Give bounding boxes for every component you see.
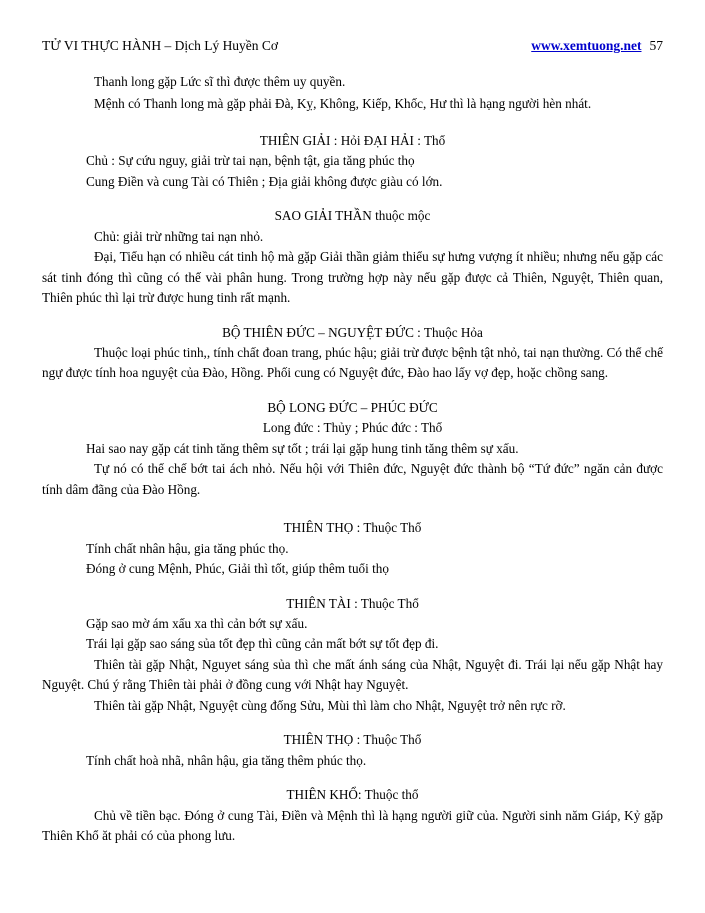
section-heading-thien-kho: THIÊN KHỔ: Thuộc thổ xyxy=(286,787,419,803)
section-heading-thien-tai: THIÊN TÀI : Thuộc Thổ xyxy=(286,595,419,611)
section-heading-thien-giai: THIÊN GIẢI : Hỏi ĐẠI HẢI : Thổ xyxy=(259,132,446,148)
thien-tai-paragraph-2: Thiên tài gặp Nhật, Nguyệt cùng đống Sửu, Mùi thì làm cho Nhật, Nguyệt trở nên rực rỡ. xyxy=(94,697,566,713)
document-body xyxy=(42,72,663,847)
section-heading-thien-duc: BỘ THIÊN ĐỨC – NGUYỆT ĐỨC : Thuộc Hỏa xyxy=(222,324,483,340)
intro-line-2: Mệnh có Thanh long mà gặp phải Đà, Kỵ, Không, Kiếp, Khốc, Hư thì là hạng người hèn nhát. xyxy=(94,96,592,112)
page-header xyxy=(42,38,663,54)
section-heading-long-duc: BỘ LONG ĐỨC – PHÚC ĐỨC xyxy=(267,399,438,415)
long-duc-subheading: Long đức : Thủy ; Phúc đức : Thổ xyxy=(262,420,443,436)
section-heading-giai-than: SAO GIẢI THẦN thuộc mộc xyxy=(274,208,431,224)
thien-tai-line-1: Gặp sao mờ ám xấu xa thì cản bớt sự xấu. xyxy=(86,615,308,631)
header-website-link[interactable]: www.xemtuong.net xyxy=(531,38,642,53)
section-heading-thien-tho-2: THIÊN THỌ : Thuộc Thổ xyxy=(283,732,422,748)
thien-tho-1-line-2: Đóng ở cung Mệnh, Phúc, Giải thì tốt, giúp thêm tuổi thọ xyxy=(86,561,389,577)
section-heading-thien-tho-1: THIÊN THỌ : Thuộc Thổ xyxy=(283,520,422,536)
thien-giai-line-1: Chủ : Sự cứu nguy, giải trừ tai nạn, bệnh tật, gia tăng phúc thọ xyxy=(86,153,415,169)
header-title: TỬ VI THỰC HÀNH – Dịch Lý Huyền Cơ xyxy=(42,38,279,53)
giai-than-paragraph-1: Đại, Tiểu hạn có nhiều cát tinh hộ mà gặp Giải thần giảm thiểu sự hưng vượng ít nhiều; nhưng nếu gặp các sát tinh đóng thì cũng có thế vài phân hung. Trong trường hợp này nếu gặp được cả Thiên, Nguyệt, Thiên quan, Thiên phúc thì lại trừ được hung tinh rất mạnh. xyxy=(42,249,663,306)
thien-tho-2-line-1: Tính chất hoà nhã, nhân hậu, gia tăng thêm phúc thọ. xyxy=(86,752,367,768)
intro-line-1: Thanh long gặp Lức sĩ thì được thêm uy quyền. xyxy=(94,74,346,89)
page-number: 57 xyxy=(649,38,663,53)
thien-giai-line-2: Cung Điền và cung Tài có Thiên ; Địa giải không được giàu có lớn. xyxy=(86,173,443,189)
thien-tai-line-2: Trái lại gặp sao sáng sủa tốt đẹp thì cũng cản mất bớt sự tốt đẹp đi. xyxy=(86,636,439,652)
thien-kho-paragraph-1: Chủ về tiền bạc. Đóng ở cung Tài, Điền và Mệnh thì là hạng người giữ của. Người sinh năm Giáp, Kỷ gặp Thiên Khổ ăt phải có của phong lưu. xyxy=(42,807,663,844)
thien-duc-paragraph-1: Thuộc loại phúc tinh,, tính chất đoan trang, phúc hậu; giải trừ được bệnh tật nhỏ, tai nạn thường. Có thể chế ngự được tính hoa nguyệt của Đào, Hồng. Phối cung có Nguyệt đức, Đào hao lấy vợ đẹp, hoặc chồng sang. xyxy=(42,344,663,381)
long-duc-line-1: Hai sao nay gặp cát tinh tăng thêm sự tốt ; trái lại gặp hung tinh tăng thêm sự xấu. xyxy=(86,440,519,456)
long-duc-paragraph-1: Tự nó có thể chế bớt tai ách nhỏ. Nếu hội với Thiên đức, Nguyệt đức thành bộ “Tứ đức” ngăn cản được tính dâm đãng của Đào Hồng. xyxy=(42,461,663,497)
header-right-group xyxy=(531,38,663,54)
thien-tho-1-line-1: Tính chất nhân hậu, gia tăng phúc thọ. xyxy=(86,540,289,556)
thien-tai-paragraph-1: Thiên tài gặp Nhật, Nguyet sáng sủa thì che mất ánh sáng của Nhật, Nguyệt đi. Trái lại nếu gặp Nhật hay Nguyệt. Chú ý rằng Thiên tài phải ở đồng cung với Nhật hay Nguyệt. xyxy=(42,656,663,693)
giai-than-line-1: Chủ: giải trừ những tai nạn nhỏ. xyxy=(94,228,264,244)
